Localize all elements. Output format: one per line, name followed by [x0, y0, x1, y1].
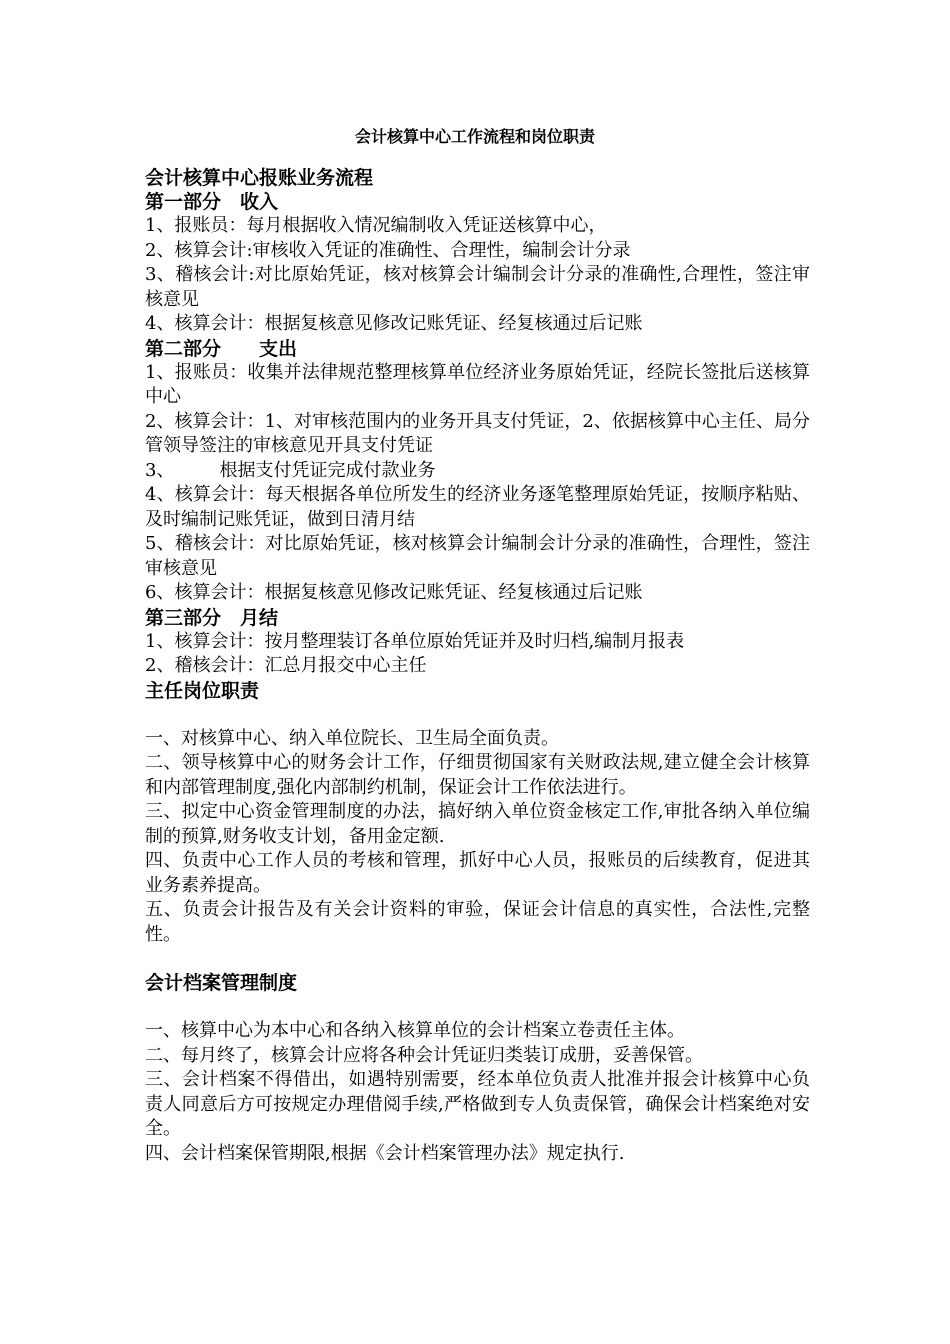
director-duty-1: 一、对核算中心、纳入单位院长、卫生局全面负责。 [145, 727, 559, 749]
director-duties-section [145, 679, 810, 948]
director-duty-5: 五、负责会计报告及有关会计资料的审验，保证会计信息的真实性，合法性,完整性。 [145, 899, 810, 945]
archive-rule-1: 一、核算中心为本中心和各纳入核算单位的会计档案立卷责任主体。 [145, 1020, 685, 1041]
expense-step-2: 2、核算会计：1、对审核范围内的业务开具支付凭证，2、依据核算中心主任、局分管领导签注的审核意见开具支付凭证 [145, 410, 810, 456]
archive-policy-section [145, 971, 810, 1166]
income-step-2: 2、核算会计:审核收入凭证的准确性、合理性，编制会计分录 [145, 239, 631, 261]
expense-step-4: 4、核算会计：每天根据各单位所发生的经济业务逐笔整理原始凭证，按顺序粘贴、及时编制记账凭证，做到日清月结 [145, 484, 810, 530]
blank-line [145, 703, 810, 727]
part1-income-heading: 第一部分 收入 [145, 191, 279, 213]
director-duty-3: 三、拟定中心资金管理制度的办法，搞好纳入单位资金核定工作,审批各纳入单位编制的预算,财务收支计划，备用金定额. [145, 801, 810, 847]
reimbursement-flow-heading: 会计核算中心报账业务流程 [145, 167, 374, 189]
income-step-4: 4、核算会计：根据复核意见修改记账凭证、经复核通过后记账 [145, 313, 643, 334]
part2-expense-heading: 第二部分 支出 [145, 337, 298, 360]
director-duties-heading: 主任岗位职责 [145, 679, 260, 702]
expense-step-1: 1、报账员：收集并法律规范整理核算单位经济业务原始凭证，经院长签批后送核算中心 [145, 361, 810, 407]
reimbursement-flow-section [145, 166, 810, 679]
document-title: 会计核算中心工作流程和岗位职责 [354, 127, 595, 146]
income-step-1: 1、报账员：每月根据收入情况编制收入凭证送核算中心， [145, 215, 607, 236]
director-duty-2: 二、领导核算中心的财务会计工作，仔细贯彻国家有关财政法规,建立健全会计核算和内部管理制度,强化内部制约机制，保证会计工作依法进行。 [145, 752, 810, 798]
archive-policy-heading: 会计档案管理制度 [145, 972, 298, 994]
monthly-step-2: 2、稽核会计：汇总月报交中心主任 [145, 655, 427, 676]
document-body [145, 166, 810, 1166]
director-duty-4: 四、负责中心工作人员的考核和管理，抓好中心人员，报账员的后续教育，促进其业务素养提高。 [145, 850, 810, 896]
expense-step-5: 5、稽核会计：对比原始凭证，核对核算会计编制会计分录的准确性，合理性，签注审核意见 [145, 533, 810, 579]
income-step-3: 3、稽核会计:对比原始凭证，核对核算会计编制会计分录的准确性,合理性，签注审核意见 [145, 264, 810, 310]
monthly-step-1: 1、核算会计：按月整理装订各单位原始凭证并及时归档,编制月报表 [145, 630, 685, 652]
blank-line [145, 947, 810, 971]
expense-step-6: 6、核算会计：根据复核意见修改记账凭证、经复核通过后记账 [145, 582, 643, 603]
archive-rule-3: 三、会计档案不得借出，如遇特别需要，经本单位负责人批准并报会计核算中心负责人同意后方可按规定办理借阅手续,严格做到专人负责保管，确保会计档案绝对安全。 [145, 1069, 810, 1139]
expense-step-3: 3、 根据支付凭证完成付款业务 [145, 459, 436, 481]
blank-line [145, 995, 810, 1019]
archive-rule-4: 四、会计档案保管期限,根据《会计档案管理办法》规定执行. [145, 1142, 625, 1164]
archive-rule-2: 二、每月终了，核算会计应将各种会计凭证归类装订成册，妥善保管。 [145, 1044, 703, 1066]
part3-monthly-heading: 第三部分 月结 [145, 606, 279, 629]
